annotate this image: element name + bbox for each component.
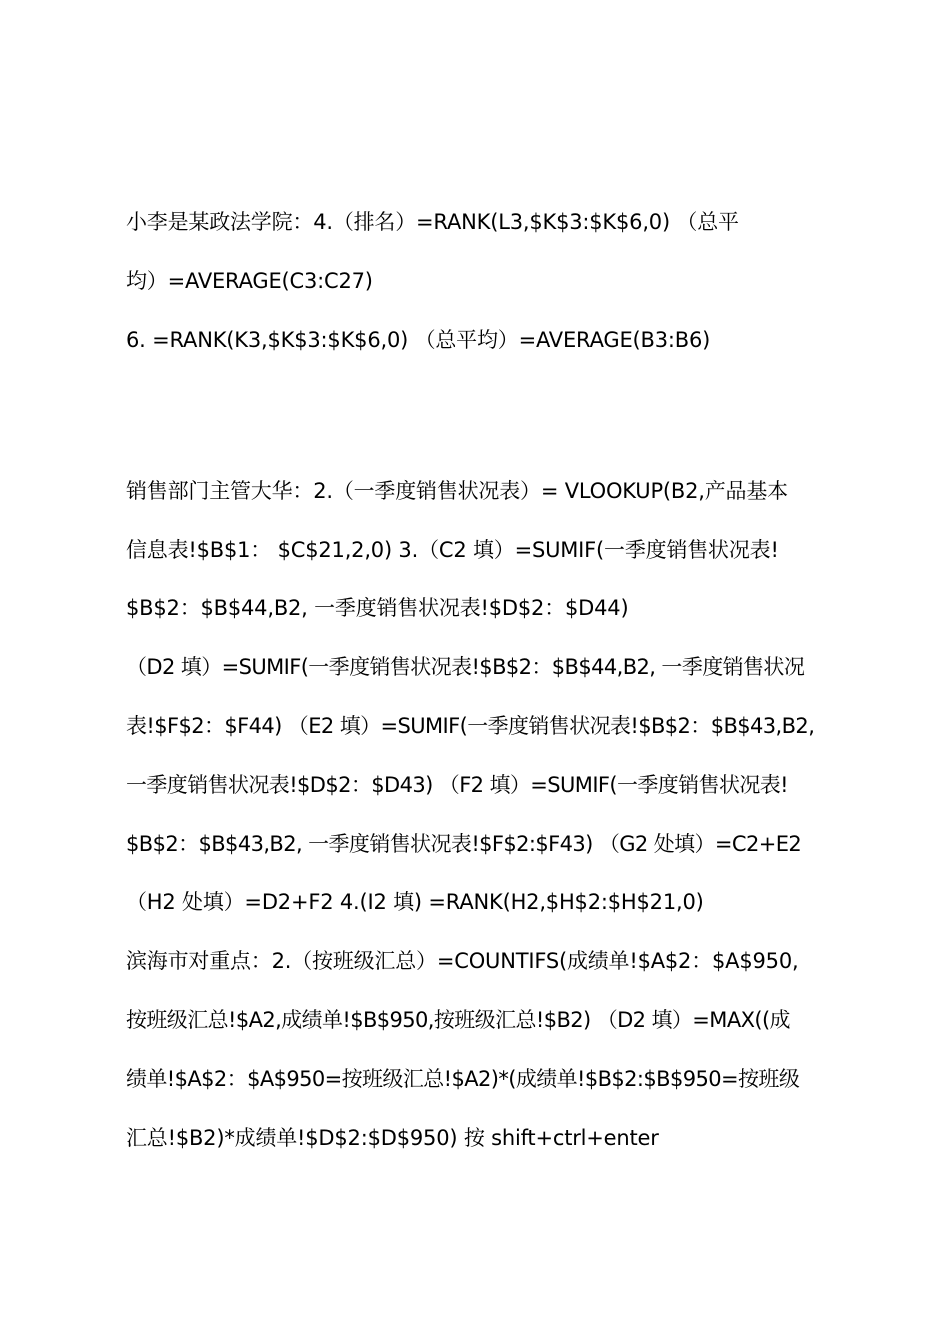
text-line: 均）=AVERAGE(C3:C27) [126,269,373,293]
text-line: 表!$F$2：$F44) （E2 填）=SUMIF(一季度销售状况表!$B$2：$B$43,B2, [126,714,815,738]
text-line: 6. =RANK(K3,$K$3:$K$6,0) （总平均）=AVERAGE(B3:B6) [126,328,711,352]
text-line: 销售部门主管大华：2.（一季度销售状况表）= VLOOKUP(B2,产品基本 [126,479,788,503]
text-line: （H2 处填）=D2+F2 4.(I2 填) =RANK(H2,$H$2:$H$21,0) [126,890,704,914]
text-line: 一季度销售状况表!$D$2：$D43) （F2 填）=SUMIF(一季度销售状况表! [126,773,789,797]
text-line: 按班级汇总!$A2,成绩单!$B$950,按班级汇总!$B2) （D2 填）=MAX((成 [126,1008,790,1032]
text-line: 小李是某政法学院：4.（排名）=RANK(L3,$K$3:$K$6,0) （总平 [126,210,739,234]
text-line: 汇总!$B2)*成绩单!$D$2:$D$950) 按 shift+ctrl+enter [126,1126,659,1150]
text-line: （D2 填）=SUMIF(一季度销售状况表!$B$2：$B$44,B2, 一季度销售状况 [126,655,805,679]
text-line: 滨海市对重点：2.（按班级汇总）=COUNTIFS(成绩单!$A$2：$A$950, [126,949,799,973]
text-line: 信息表!$B$1： $C$21,2,0) 3.（C2 填）=SUMIF(一季度销售状况表! [126,538,779,562]
text-line: $B$2：$B$43,B2, 一季度销售状况表!$F$2:$F43) （G2 处填）=C2+E2 [126,832,802,856]
text-line: 绩单!$A$2：$A$950=按班级汇总!$A2)*(成绩单!$B$2:$B$950=按班级 [126,1067,800,1091]
text-line: $B$2：$B$44,B2, 一季度销售状况表!$D$2：$D44) [126,596,629,620]
